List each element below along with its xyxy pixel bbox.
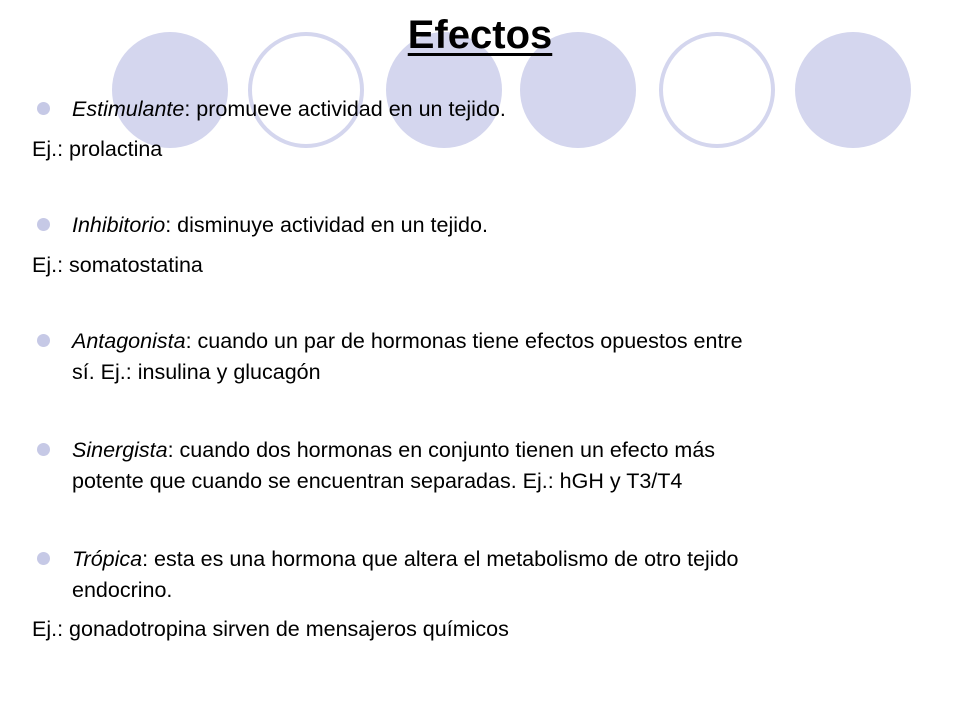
term: Sinergista xyxy=(72,438,168,462)
list-item xyxy=(72,544,739,574)
definition: : esta es una hormona que altera el metabolismo de otro tejido xyxy=(142,547,739,571)
definition: : disminuye actividad en un tejido. xyxy=(165,213,488,237)
list-item xyxy=(72,94,506,124)
bullet-dot xyxy=(37,334,50,347)
example-line: Ej.: gonadotropina sirven de mensajeros químicos xyxy=(32,617,509,641)
definition: : cuando un par de hormonas tiene efectos opuestos entre xyxy=(185,329,743,353)
list-item-continuation: potente que cuando se encuentran separadas. Ej.: hGH y T3/T4 xyxy=(72,469,683,493)
term: Estimulante xyxy=(72,97,185,121)
list-item xyxy=(72,210,488,240)
definition: : cuando dos hormonas en conjunto tienen un efecto más xyxy=(167,438,716,462)
term: Trópica xyxy=(72,547,143,571)
list-item xyxy=(72,435,715,465)
example-line: Ej.: somatostatina xyxy=(32,253,203,277)
list-item-continuation: sí. Ej.: insulina y glucagón xyxy=(72,360,321,384)
term: Antagonista xyxy=(72,329,186,353)
list-item-continuation: endocrino. xyxy=(72,578,173,602)
example-line: Ej.: prolactina xyxy=(32,137,163,161)
bullet-dot xyxy=(37,102,50,115)
bullet-dot xyxy=(37,443,50,456)
term: Inhibitorio xyxy=(72,213,166,237)
definition: : promueve actividad en un tejido. xyxy=(184,97,506,121)
bullet-dot xyxy=(37,218,50,231)
bullet-dot xyxy=(37,552,50,565)
slide-title: Efectos xyxy=(407,13,553,57)
list-item xyxy=(72,326,743,356)
